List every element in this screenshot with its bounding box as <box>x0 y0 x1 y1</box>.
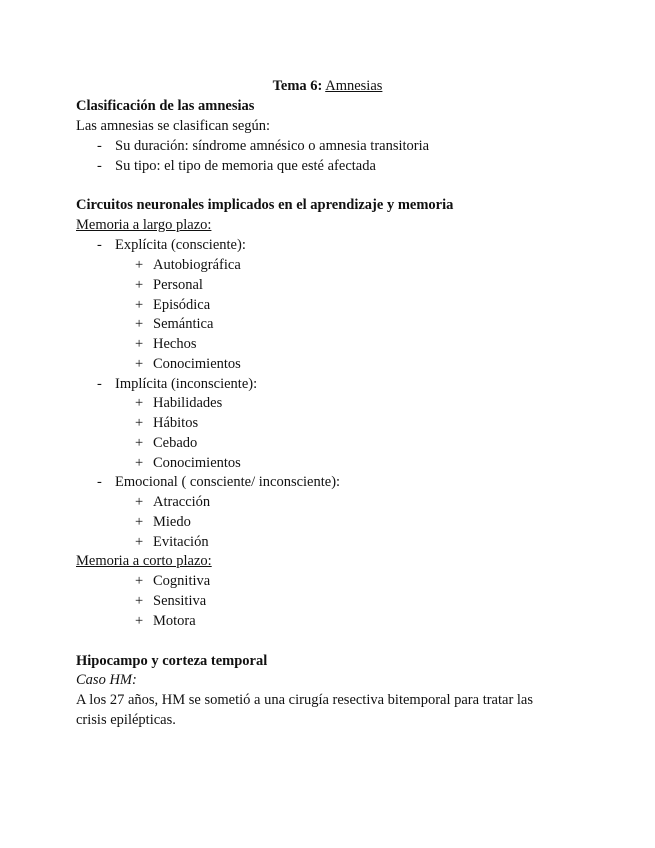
sub-list-item-text: Semántica <box>153 316 214 332</box>
plus-marker: + <box>135 593 144 609</box>
list-item-text: Su duración: síndrome amnésico o amnesia transitoria <box>115 138 430 154</box>
sub-list-item <box>0 393 655 413</box>
plus-marker: + <box>135 613 144 629</box>
sub-list-item <box>0 532 655 552</box>
sub-list-item-text: Habilidades <box>153 395 223 411</box>
sub-list-item-text: Conocimientos <box>153 356 241 372</box>
long-term-memory-label: Memoria a largo plazo: <box>76 217 212 233</box>
list-item <box>0 235 655 255</box>
sub-list-item-text: Sensitiva <box>153 593 207 609</box>
plus-marker: + <box>135 257 144 273</box>
dash-marker: - <box>97 237 102 253</box>
title-topic: Amnesias <box>325 78 383 94</box>
plus-marker: + <box>135 573 144 589</box>
sub-list-item-text: Hábitos <box>153 415 199 431</box>
plus-marker: + <box>135 277 144 293</box>
sub-list-item-text: Atracción <box>153 494 211 510</box>
list-item <box>0 156 655 176</box>
sub-list-item <box>0 591 655 611</box>
plus-marker: + <box>135 297 144 313</box>
sub-list-item <box>0 512 655 532</box>
sub-list-item <box>0 433 655 453</box>
dash-marker: - <box>97 376 102 392</box>
sub-list-item-text: Cebado <box>153 435 198 451</box>
plus-marker: + <box>135 435 144 451</box>
case-label: Caso HM: <box>76 672 137 688</box>
short-term-memory-label: Memoria a corto plazo: <box>76 553 212 569</box>
sub-list-item-text: Personal <box>153 277 203 293</box>
sub-list-item <box>0 314 655 334</box>
paragraph-line: A los 27 años, HM se sometió a una cirugía resectiva bitemporal para tratar las <box>76 692 534 708</box>
plus-marker: + <box>135 514 144 530</box>
sub-list-item <box>0 255 655 275</box>
sub-list-item <box>0 453 655 473</box>
dash-marker: - <box>97 138 102 154</box>
paragraph-line: crisis epilépticas. <box>76 712 176 728</box>
sub-list-item <box>0 492 655 512</box>
plus-marker: + <box>135 336 144 352</box>
plus-marker: + <box>135 316 144 332</box>
sub-list-item-text: Conocimientos <box>153 455 241 471</box>
list-item-text: Emocional ( consciente/ inconsciente): <box>115 474 341 490</box>
section-heading-circuits: Circuitos neuronales implicados en el aprendizaje y memoria <box>76 197 454 213</box>
section-heading-hippocampus: Hipocampo y corteza temporal <box>76 653 268 669</box>
plus-marker: + <box>135 455 144 471</box>
dash-marker: - <box>97 158 102 174</box>
sub-list-item-text: Episódica <box>153 297 211 313</box>
sub-list-item-text: Cognitiva <box>153 573 211 589</box>
sub-list-item-text: Hechos <box>153 336 197 352</box>
list-item <box>0 472 655 492</box>
list-item-text: Implícita (inconsciente): <box>115 376 258 392</box>
sub-list-item <box>0 571 655 591</box>
dash-marker: - <box>97 474 102 490</box>
page-title <box>0 76 655 96</box>
sub-list-item-text: Motora <box>153 613 196 629</box>
sub-list-item-text: Evitación <box>153 534 209 550</box>
sub-list-item-text: Autobiográfica <box>153 257 241 273</box>
sub-list-item-text: Miedo <box>153 514 191 530</box>
sub-list-item <box>0 611 655 631</box>
sub-list-item <box>0 413 655 433</box>
list-item-text: Su tipo: el tipo de memoria que esté afectada <box>115 158 376 174</box>
list-item <box>0 374 655 394</box>
plus-marker: + <box>135 415 144 431</box>
sub-list-item <box>0 275 655 295</box>
list-item <box>0 136 655 156</box>
section-heading-classification: Clasificación de las amnesias <box>76 98 255 114</box>
plus-marker: + <box>135 395 144 411</box>
sub-list-item <box>0 295 655 315</box>
plus-marker: + <box>135 534 144 550</box>
plus-marker: + <box>135 494 144 510</box>
list-item-text: Explícita (consciente): <box>115 237 246 253</box>
classification-intro: Las amnesias se clasifican según: <box>76 118 271 134</box>
plus-marker: + <box>135 356 144 372</box>
title-prefix: Tema 6: <box>272 78 323 94</box>
sub-list-item <box>0 354 655 374</box>
sub-list-item <box>0 334 655 354</box>
